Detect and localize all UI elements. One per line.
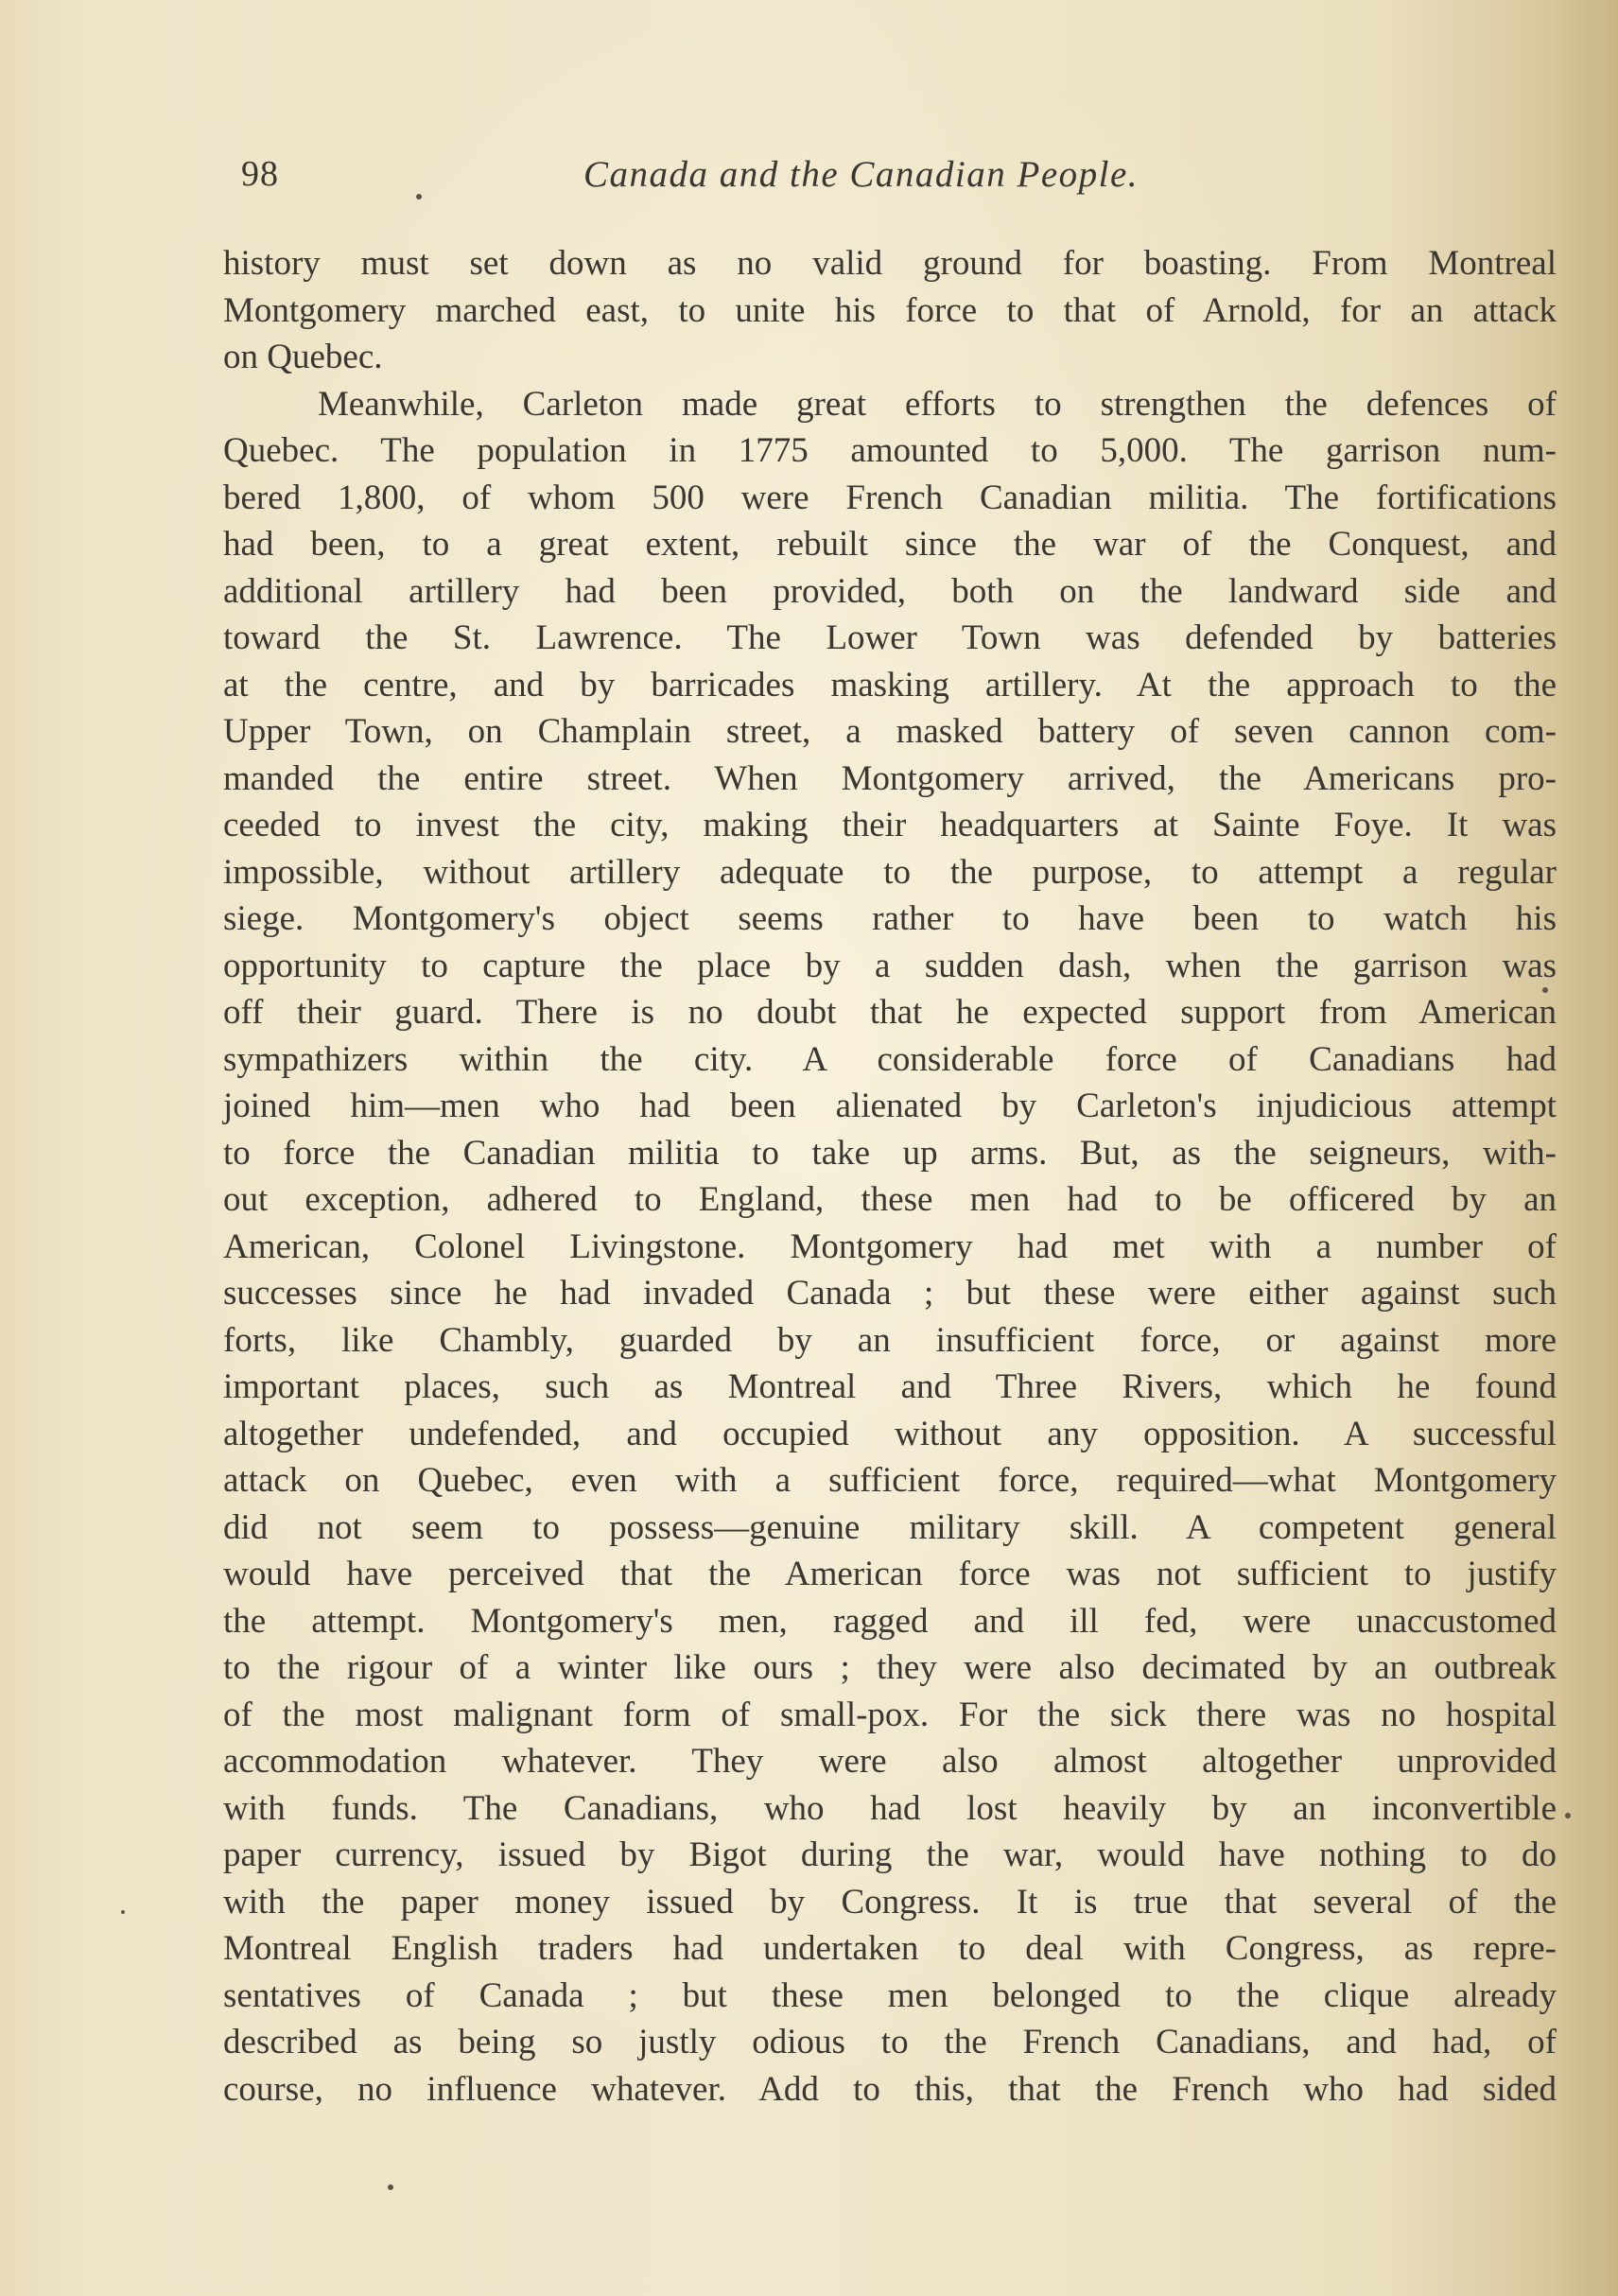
text-line: did not seem to possess—genuine military skill. A competent general bbox=[223, 1507, 1557, 1547]
ink-speck bbox=[121, 1910, 125, 1914]
text-line: paper currency, issued by Bigot during the war, would have nothing to do bbox=[223, 1835, 1557, 1874]
text-line: American, Colonel Livingstone. Montgomery had met with a number of bbox=[223, 1226, 1557, 1266]
page-number: 98 bbox=[241, 154, 279, 194]
text-line: additional artillery had been provided, both on the landward side and bbox=[223, 571, 1557, 611]
text-line: Montreal English traders had undertaken to deal with Congress, as repre- bbox=[223, 1929, 1557, 1968]
text-line: ceeded to invest the city, making their headquarters at Sainte Foye. It was bbox=[223, 806, 1557, 844]
text-line: to force the Canadian militia to take up arms. But, as the seigneurs, with- bbox=[223, 1133, 1557, 1173]
text-line: Meanwhile, Carleton made great efforts to strengthen the defences of bbox=[318, 384, 1557, 424]
ink-speck bbox=[1542, 987, 1548, 993]
body-text bbox=[223, 240, 1557, 2113]
ink-speck bbox=[416, 194, 422, 200]
text-line: forts, like Chambly, guarded by an insufficient force, or against more bbox=[223, 1320, 1557, 1360]
text-line: of the most malignant form of small-pox. For the sick there was no hospital bbox=[223, 1695, 1557, 1734]
text-line: joined him—men who had been alienated by Carleton's injudicious attempt bbox=[223, 1087, 1557, 1125]
text-line: with funds. The Canadians, who had lost heavily by an inconvertible bbox=[223, 1788, 1557, 1828]
text-line: attack on Quebec, even with a sufficient force, required—what Montgomery bbox=[223, 1461, 1557, 1500]
text-line: sympathizers within the city. A considerable force of Canadians had bbox=[223, 1039, 1557, 1079]
text-line: Quebec. The population in 1775 amounted to 5,000. The garrison num- bbox=[223, 431, 1557, 470]
text-line: altogether undefended, and occupied without any opposition. A successful bbox=[223, 1414, 1557, 1453]
text-line: out exception, adhered to England, these men had to be officered by an bbox=[223, 1180, 1557, 1219]
running-title: Canada and the Canadian People. bbox=[583, 154, 1140, 195]
ink-speck bbox=[1565, 1813, 1571, 1818]
text-line: off their guard. There is no doubt that he expected support from American bbox=[223, 993, 1557, 1032]
text-line: had been, to a great extent, rebuilt since the war of the Conquest, and bbox=[223, 525, 1557, 564]
text-line: toward the St. Lawrence. The Lower Town was defended by batteries bbox=[223, 618, 1557, 657]
text-line: at the centre, and by barricades masking artillery. At the approach to the bbox=[223, 665, 1557, 704]
text-line: on Quebec. bbox=[223, 338, 383, 376]
text-line: siege. Montgomery's object seems rather to have been to watch his bbox=[223, 899, 1557, 938]
text-line: with the paper money issued by Congress. It is true that several of the bbox=[223, 1882, 1557, 1922]
text-line: history must set down as no valid ground for boasting. From Montreal bbox=[223, 244, 1557, 283]
text-line: described as being so justly odious to the French Canadians, and had, of bbox=[223, 2023, 1557, 2061]
text-line: important places, such as Montreal and Three Rivers, which he found bbox=[223, 1367, 1557, 1406]
text-line: to the rigour of a winter like ours ; they were also decimated by an outbreak bbox=[223, 1648, 1557, 1687]
text-line: successes since he had invaded Canada ; but these were either against such bbox=[223, 1274, 1557, 1313]
text-line: the attempt. Montgomery's men, ragged and ill fed, were unaccustomed bbox=[223, 1601, 1557, 1641]
text-line: would have perceived that the American force was not sufficient to justify bbox=[223, 1555, 1557, 1593]
text-line: course, no influence whatever. Add to this, that the French who had sided bbox=[223, 2069, 1557, 2109]
text-line: impossible, without artillery adequate to the purpose, to attempt a regular bbox=[223, 852, 1557, 892]
text-line: sentatives of Canada ; but these men belonged to the clique already bbox=[223, 1975, 1557, 2015]
running-header bbox=[241, 153, 1565, 206]
text-line: bered 1,800, of whom 500 were French Canadian militia. The fortifications bbox=[223, 478, 1557, 517]
text-line: Montgomery marched east, to unite his force to that of Arnold, for an attack bbox=[223, 290, 1557, 330]
ink-speck bbox=[388, 2184, 393, 2190]
text-line: manded the entire street. When Montgomery arrived, the Americans pro- bbox=[223, 758, 1557, 798]
text-line: accommodation whatever. They were also almost altogether unprovided bbox=[223, 1742, 1557, 1781]
text-line: Upper Town, on Champlain street, a masked battery of seven cannon com- bbox=[223, 712, 1557, 751]
text-line: opportunity to capture the place by a sudden dash, when the garrison was bbox=[223, 946, 1557, 985]
